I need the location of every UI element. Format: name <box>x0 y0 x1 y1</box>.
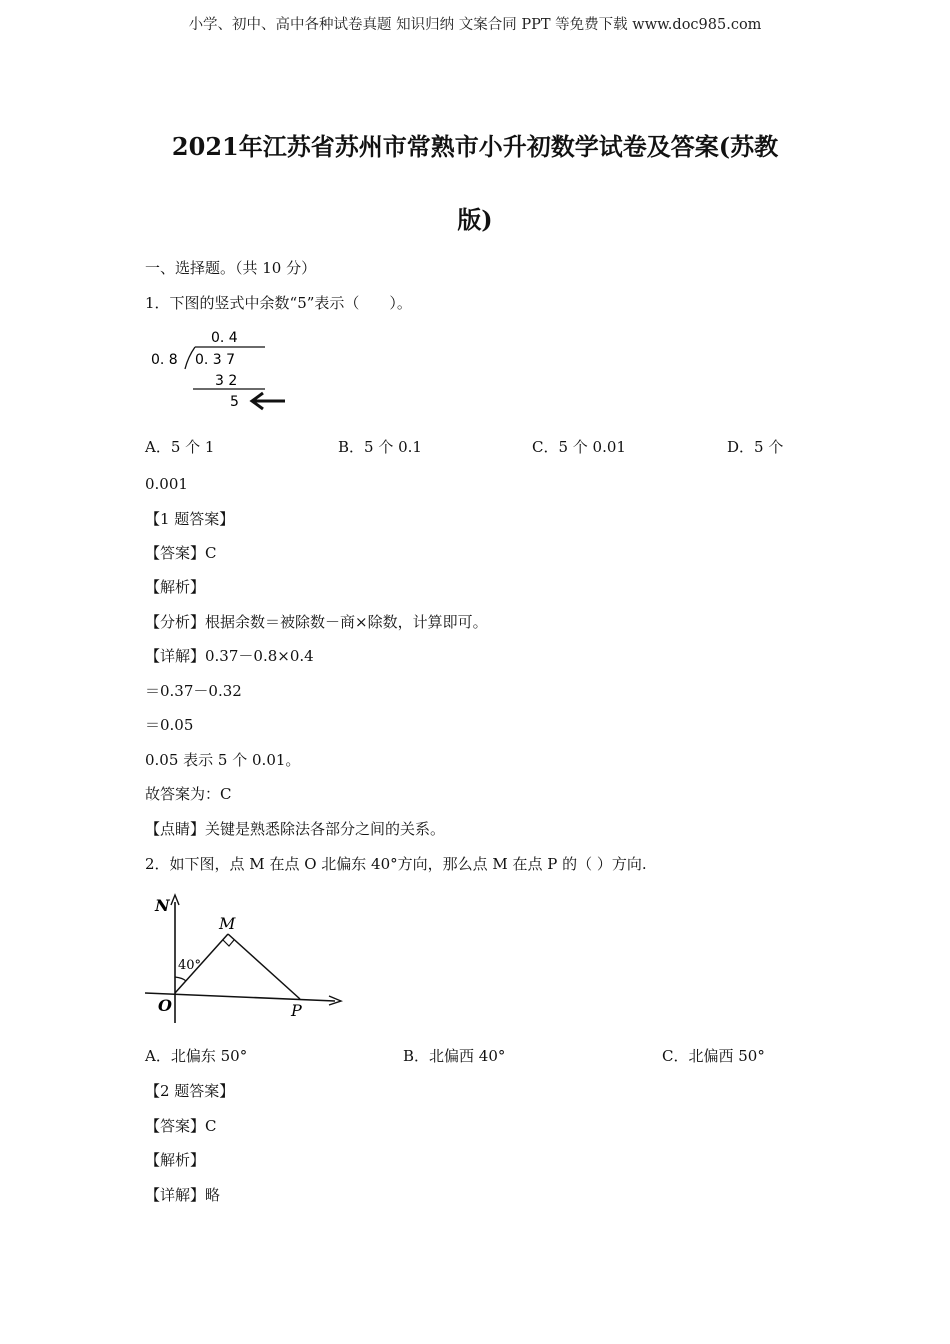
question-1-comment: 【点睛】关键是熟悉除法各部分之间的关系。 <box>145 820 446 838</box>
product: 3 2 <box>215 373 238 389</box>
question-1-option-d: D．5 个 <box>727 438 784 456</box>
question-1-step-3: 0.05 表示 5 个 0.01。 <box>145 751 301 769</box>
question-1-analysis: 【分析】根据余数＝被除数－商×除数，计算即可。 <box>145 613 488 631</box>
question-1-option-b: B．5 个 0.1 <box>338 438 422 456</box>
question-1-answer: 【答案】C <box>145 544 217 562</box>
long-division-figure <box>145 325 295 415</box>
question-1-analysis-heading: 【解析】 <box>145 578 206 596</box>
question-1-stem: 1．下图的竖式中余数“5”表示（ ）。 <box>145 294 412 312</box>
east-axis <box>145 993 335 1001</box>
question-1-detail: 【详解】0.37－0.8×0.4 <box>145 647 314 665</box>
label-n: N <box>155 896 170 915</box>
question-1-conclusion: 故答案为：C <box>145 785 232 803</box>
question-1-option-a: A．5 个 1 <box>145 438 215 456</box>
quotient: 0. 4 <box>211 330 238 346</box>
question-2-option-c: C．北偏西 50° <box>662 1047 765 1065</box>
question-2-option-a: A．北偏东 50° <box>145 1047 248 1065</box>
left-arrow-icon <box>252 393 285 409</box>
angle-arc <box>175 977 186 981</box>
remainder: 5 <box>230 394 239 410</box>
document-title-line-1: 2021年江苏省苏州市常熟市小升初数学试卷及答案(苏教 <box>171 132 779 161</box>
direction-diagram <box>145 893 350 1028</box>
section-heading: 一、选择题。（共 10 分） <box>145 259 317 277</box>
label-angle: 40° <box>178 958 202 973</box>
question-2-option-b: B．北偏西 40° <box>403 1047 506 1065</box>
dividend: 0. 3 7 <box>195 352 236 368</box>
question-2-detail: 【详解】略 <box>145 1186 221 1204</box>
question-2-stem: 2．如下图，点 M 在点 O 北偏东 40°方向，那么点 M 在点 P 的（ ）方向. <box>145 855 647 873</box>
label-m: M <box>219 914 236 933</box>
question-1-option-d-continued: 0.001 <box>145 475 188 493</box>
document-title-line-2: 版) <box>457 205 493 234</box>
division-bracket <box>185 347 195 369</box>
question-2-analysis-heading: 【解析】 <box>145 1151 206 1169</box>
label-p: P <box>291 1001 302 1020</box>
right-angle-mark <box>223 940 234 946</box>
segment-mp <box>228 934 300 999</box>
divisor: 0. 8 <box>151 352 178 368</box>
label-o: O <box>158 996 172 1015</box>
question-1-step-2: ＝0.05 <box>145 716 194 734</box>
question-1-option-c: C．5 个 0.01 <box>532 438 626 456</box>
question-1-step-1: ＝0.37－0.32 <box>145 682 242 700</box>
page-header: 小学、初中、高中各种试卷真题 知识归纳 文案合同 PPT 等免费下载 www.doc985.com <box>188 17 762 33</box>
question-1-answer-heading: 【1 题答案】 <box>145 510 235 528</box>
question-2-answer-heading: 【2 题答案】 <box>145 1082 235 1100</box>
question-2-answer: 【答案】C <box>145 1117 217 1135</box>
